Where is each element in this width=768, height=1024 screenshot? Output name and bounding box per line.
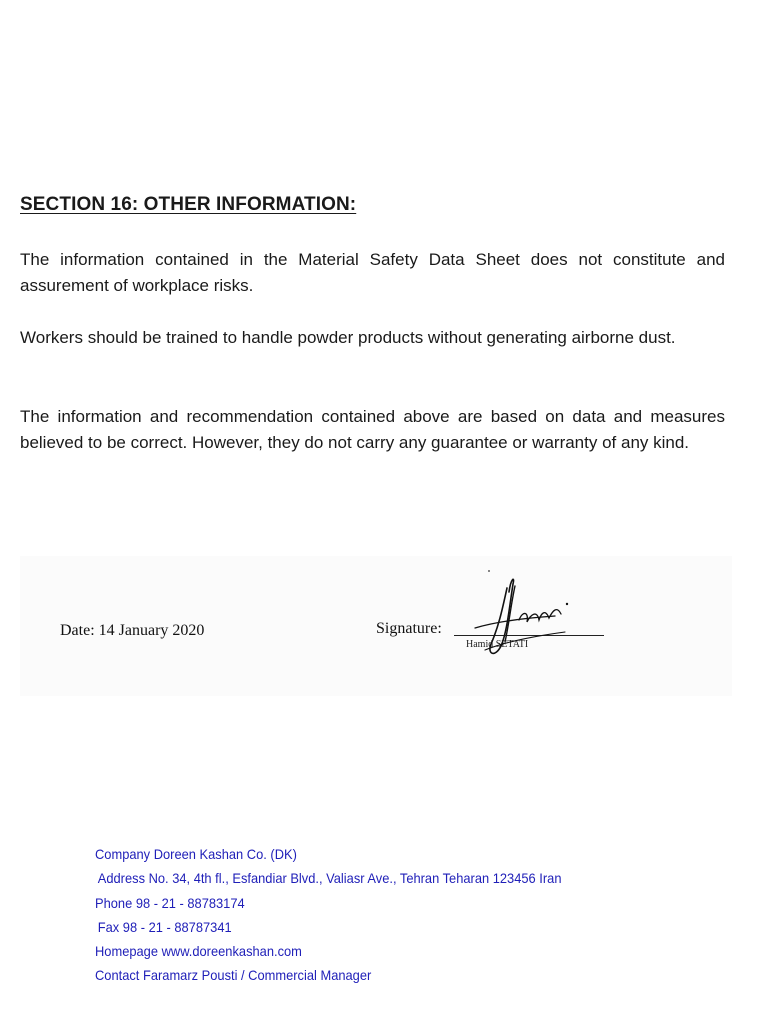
paragraph-msds-disclaimer: The information contained in the Material Safety Data Sheet does not constitute and assurement of workplace risks. [20, 250, 725, 295]
contact-block [95, 842, 561, 988]
section-heading: SECTION 16: OTHER INFORMATION: [20, 194, 357, 215]
contact-phone: Phone 98 - 21 - 88783174 [95, 894, 245, 911]
signature-label: Signature: [376, 620, 442, 637]
contact-homepage: Homepage www.doreenkashan.com [95, 943, 302, 960]
handwritten-signature [445, 566, 580, 666]
signature-block [20, 556, 732, 696]
contact-person: Contact Faramarz Pousti / Commercial Manager [95, 967, 372, 984]
signer-name: Hamid SETATI [466, 639, 529, 650]
contact-fax: Fax 98 - 21 - 88787341 [97, 918, 232, 935]
contact-company: Company Doreen Kashan Co. (DK) [95, 846, 297, 862]
issue-date: Date: 14 January 2020 [60, 622, 205, 639]
paragraph-worker-training: Workers should be trained to handle powder products without generating airborne dust. [20, 328, 676, 347]
contact-address: Address No. 34, 4th fl., Esfandiar Blvd., Valiasr Ave., Tehran Teharan 123456 Iran [97, 870, 562, 887]
paragraph-warranty-disclaimer: The information and recommendation contained above are based on data and measures believed to be correct. However, they do not carry any guarantee or warranty of any kind. [20, 407, 725, 452]
